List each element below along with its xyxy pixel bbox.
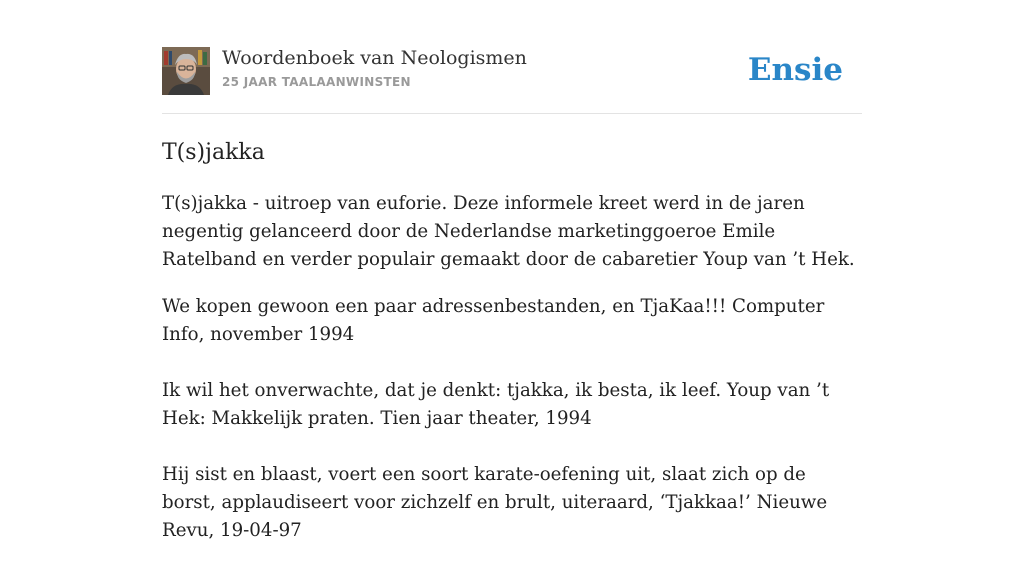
author-name[interactable]: Woordenboek van Neologismen bbox=[222, 47, 527, 69]
author-portrait-icon bbox=[162, 47, 210, 95]
author-subtitle: 25 JAAR TAALAANWINSTEN bbox=[222, 75, 411, 89]
article-header bbox=[162, 46, 862, 96]
quote-paragraph: Hij sist en blaast, voert een soort karate-oefening uit, slaat zich op de borst, applaudiseert voor zichzelf en brult, uiteraard, ‘Tjakkaa!’ Nieuwe Revu, 19-04-97 bbox=[162, 464, 828, 541]
header-divider bbox=[162, 113, 862, 114]
article-title: T(s)jakka bbox=[162, 140, 265, 165]
definition-paragraph: T(s)jakka - uitroep van euforie. Deze informele kreet werd in de jaren negentig gelanceerd door de Nederlandse marketinggoeroe Emile Ratelband en verder populair gemaakt door de cabaretier Youp van ’t Hek. bbox=[162, 193, 855, 270]
author-avatar[interactable] bbox=[162, 47, 210, 95]
quote-paragraph: We kopen gewoon een paar adressenbestanden, en TjaKaa!!! Computer Info, november 1994 bbox=[162, 296, 825, 345]
quote-paragraph: Ik wil het onverwachte, dat je denkt: tjakka, ik besta, ik leef. Youp van ’t Hek: Makkelijk praten. Tien jaar theater, 1994 bbox=[162, 380, 830, 429]
brand-logo[interactable]: Ensie bbox=[747, 52, 843, 88]
article-body bbox=[162, 190, 862, 573]
